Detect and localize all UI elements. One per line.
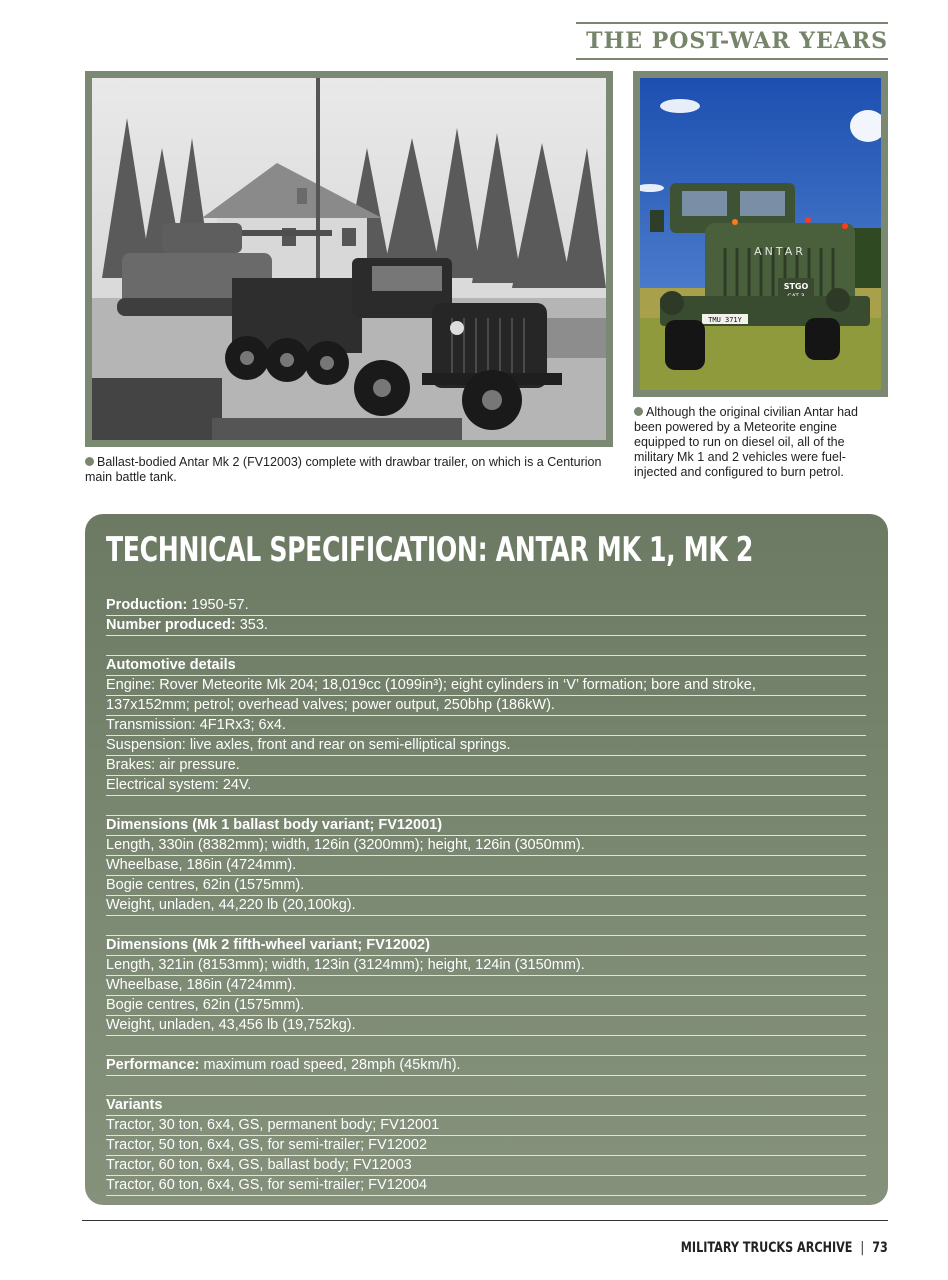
spec-value: 353. xyxy=(235,617,268,633)
spec-row-blank xyxy=(106,916,866,936)
spec-row-mk2-wheelbase: Wheelbase, 186in (4724mm). xyxy=(106,976,866,996)
photo-antar-mk2-frame xyxy=(85,71,613,447)
spec-row-variant: Tractor, 60 ton, 6x4, GS, ballast body; FV12003 xyxy=(106,1156,866,1176)
footer-rule xyxy=(82,1220,888,1221)
photo-antar-front xyxy=(640,78,881,390)
spec-row-engine-1: Engine: Rover Meteorite Mk 204; 18,019cc (1099in³); eight cylinders in ‘V’ formation; bore and stroke, xyxy=(106,676,866,696)
spec-heading-text: Dimensions (Mk 2 fifth-wheel variant; FV12002) xyxy=(106,937,430,953)
spec-row-engine-2: 137x152mm; petrol; overhead valves; power output, 250bhp (186kW). xyxy=(106,696,866,716)
page-number: 73 xyxy=(872,1240,888,1256)
spec-title: TECHNICAL SPECIFICATION: ANTAR MK 1, MK 2 xyxy=(106,530,754,570)
spec-row-brakes: Brakes: air pressure. xyxy=(106,756,866,776)
spec-heading-text: Automotive details xyxy=(106,657,236,673)
footer-separator: | xyxy=(860,1240,865,1256)
spec-row-mk2-bogie: Bogie centres, 62in (1575mm). xyxy=(106,996,866,1016)
bullet-dot-icon xyxy=(85,457,94,466)
spec-row-mk1-length: Length, 330in (8382mm); width, 126in (3200mm); height, 126in (3050mm). xyxy=(106,836,866,856)
photo-caption-right xyxy=(634,405,886,480)
spec-row-variant: Tractor, 60 ton, 6x4, GS, for semi-trailer; FV12004 xyxy=(106,1176,866,1196)
spec-heading-dimensions-mk1 xyxy=(106,816,866,836)
section-title: THE POST-WAR YEARS xyxy=(586,28,888,54)
running-header xyxy=(576,22,888,60)
page-footer xyxy=(681,1240,888,1260)
spec-row-mk2-length: Length, 321in (8153mm); width, 123in (3124mm); height, 124in (3150mm). xyxy=(106,956,866,976)
spec-label: Production: xyxy=(106,597,188,613)
spec-label: Performance: xyxy=(106,1057,200,1073)
spec-lines xyxy=(106,596,866,1196)
photo-antar-mk2-with-tank xyxy=(92,78,606,440)
spec-row-mk1-bogie: Bogie centres, 62in (1575mm). xyxy=(106,876,866,896)
spec-label: Number produced: xyxy=(106,617,236,633)
spec-row-production xyxy=(106,596,866,616)
spec-heading-automotive xyxy=(106,656,866,676)
spec-row-performance xyxy=(106,1056,866,1076)
spec-heading-dimensions-mk2 xyxy=(106,936,866,956)
spec-row-blank xyxy=(106,1036,866,1056)
photo-antar-front-frame xyxy=(633,71,888,397)
stgo-plate-text: STGO xyxy=(783,282,809,291)
caption-text: Ballast-bodied Antar Mk 2 (FV12003) complete with drawbar trailer, on which is a Centurion main battle tank. xyxy=(85,455,602,484)
spec-heading-text: Dimensions (Mk 1 ballast body variant; FV12001) xyxy=(106,817,443,833)
spec-row-variant: Tractor, 50 ton, 6x4, GS, for semi-trailer; FV12002 xyxy=(106,1136,866,1156)
technical-specification-panel xyxy=(85,514,888,1205)
spec-row-blank xyxy=(106,1076,866,1096)
spec-row-suspension: Suspension: live axles, front and rear on semi-elliptical springs. xyxy=(106,736,866,756)
spec-row-blank xyxy=(106,636,866,656)
publication-title: MILITARY TRUCKS ARCHIVE xyxy=(680,1240,853,1256)
spec-row-number-produced xyxy=(106,616,866,636)
spec-row-transmission: Transmission: 4F1Rx3; 6x4. xyxy=(106,716,866,736)
spec-row-blank xyxy=(106,796,866,816)
grille-antar-text: ANTAR xyxy=(754,245,806,258)
number-plate-text: TMU 371Y xyxy=(708,316,742,324)
spec-row-variant: Tractor, 30 ton, 6x4, GS, permanent body; FV12001 xyxy=(106,1116,866,1136)
bullet-dot-icon xyxy=(634,407,643,416)
spec-value: maximum road speed, 28mph (45km/h). xyxy=(199,1057,461,1073)
caption-text: Although the original civilian Antar had been powered by a Meteorite engine equipped to run on diesel oil, all of the military Mk 1 and 2 vehicles were fuel-injected and configured to burn petrol. xyxy=(634,405,858,479)
spec-row-mk1-weight: Weight, unladen, 44,220 lb (20,100kg). xyxy=(106,896,866,916)
photo-caption-left xyxy=(85,455,605,485)
spec-row-electrical: Electrical system: 24V. xyxy=(106,776,866,796)
spec-heading-text: Variants xyxy=(106,1097,163,1113)
spec-value: 1950-57. xyxy=(187,597,249,613)
spec-row-mk2-weight: Weight, unladen, 43,456 lb (19,752kg). xyxy=(106,1016,866,1036)
spec-row-mk1-wheelbase: Wheelbase, 186in (4724mm). xyxy=(106,856,866,876)
spec-heading-variants xyxy=(106,1096,866,1116)
